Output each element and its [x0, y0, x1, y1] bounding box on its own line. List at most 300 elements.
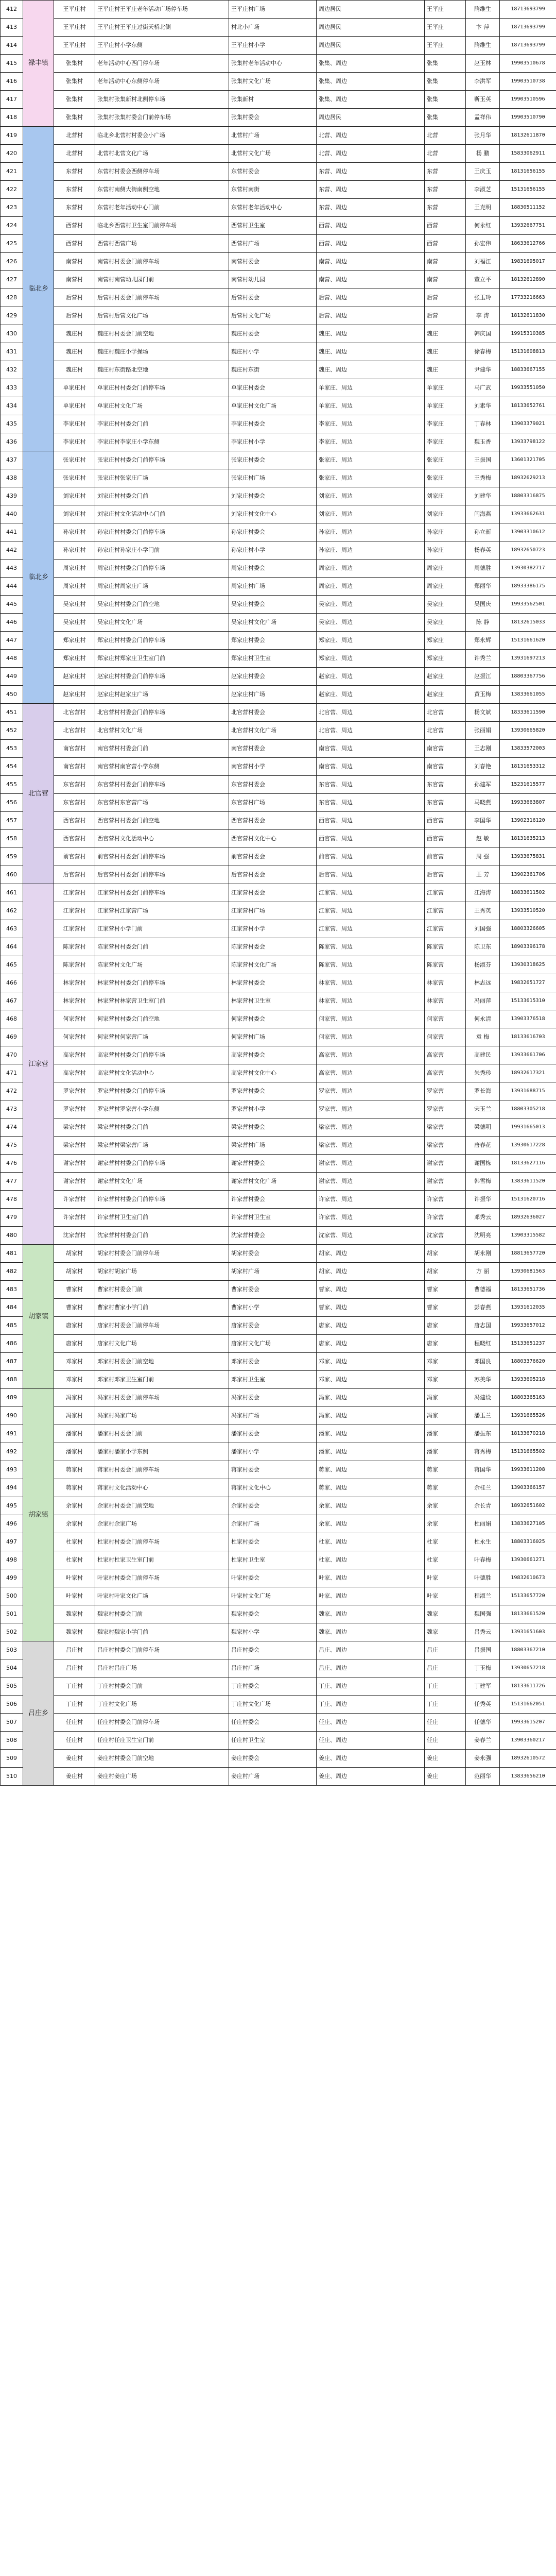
village-cell: 任庄村: [54, 1714, 95, 1732]
table-row: [1, 1353, 556, 1371]
row-number-cell: 430: [1, 325, 23, 343]
phone-cell: 18932629213: [500, 469, 556, 487]
service-area-cell: 蒋家、周边: [317, 1461, 425, 1479]
location-cell: 魏庄村东街路北空地: [95, 361, 229, 379]
location-cell: 梁家营村梁家营广场: [95, 1137, 229, 1155]
phone-cell: 18132615033: [500, 614, 556, 632]
phone-cell: 18833667155: [500, 361, 556, 379]
phone-cell: 13930382717: [500, 560, 556, 578]
location-cell: 叶家村村委会门前停车场: [95, 1569, 229, 1587]
service-area-cell: 周边居民: [317, 109, 425, 127]
row-number-cell: 485: [1, 1317, 23, 1335]
contact-area-cell: 西官营: [425, 812, 466, 830]
table-row: [1, 451, 556, 469]
contact-area-cell: 张集: [425, 73, 466, 91]
service-area-cell: 姜庄、周边: [317, 1768, 425, 1786]
service-area-cell: 曹家、周边: [317, 1281, 425, 1299]
table-body: [1, 1, 556, 1786]
table-row: [1, 1533, 556, 1551]
phone-cell: 13902316120: [500, 812, 556, 830]
phone-cell: 13902361706: [500, 866, 556, 884]
row-number-cell: 484: [1, 1299, 23, 1317]
row-number-cell: 439: [1, 487, 23, 505]
service-area-cell: 江家营、周边: [317, 920, 425, 938]
table-row: [1, 1587, 556, 1605]
phone-cell: 18803367756: [500, 668, 556, 686]
service-area-cell: 江家营、周边: [317, 884, 425, 902]
row-number-cell: 491: [1, 1425, 23, 1443]
phone-cell: 18932650723: [500, 541, 556, 560]
contact-area-cell: 单家庄: [425, 379, 466, 397]
phone-cell: 13903379021: [500, 415, 556, 433]
phone-cell: 13933662631: [500, 505, 556, 523]
town-cell: 北官营: [23, 704, 54, 884]
phone-cell: 18713693799: [500, 19, 556, 37]
location-cell: 冯家村冯家广场: [95, 1407, 229, 1425]
contact-area-cell: 张家庄: [425, 451, 466, 469]
location-cell: 何家营村村委会门前空地: [95, 1010, 229, 1028]
service-area-cell: 罗家营、周边: [317, 1100, 425, 1118]
contact-area-cell: 胡家: [425, 1245, 466, 1263]
village-cell: 叶家村: [54, 1587, 95, 1605]
phone-cell: 13931697213: [500, 650, 556, 668]
row-number-cell: 453: [1, 740, 23, 758]
location-cell: 赵家庄村村委会门前停车场: [95, 668, 229, 686]
village-cell: 魏庄村: [54, 361, 95, 379]
phone-cell: 13931688715: [500, 1082, 556, 1100]
service-area-cell: 北官营、周边: [317, 704, 425, 722]
site-name-cell: 郑家庄村卫生室: [229, 650, 317, 668]
location-cell: 姜庄村姜庄广场: [95, 1768, 229, 1786]
table-row: [1, 1569, 556, 1587]
phone-cell: 13931665526: [500, 1407, 556, 1425]
service-area-cell: 丁庄、周边: [317, 1677, 425, 1696]
service-area-cell: 李家庄、周边: [317, 415, 425, 433]
service-area-cell: 蒋家、周边: [317, 1479, 425, 1497]
service-area-cell: 谢家营、周边: [317, 1155, 425, 1173]
phone-cell: 13930661271: [500, 1551, 556, 1569]
row-number-cell: 470: [1, 1046, 23, 1064]
contact-area-cell: 后营: [425, 289, 466, 307]
table-row: [1, 199, 556, 217]
contact-area-cell: 唐家: [425, 1335, 466, 1353]
village-cell: 郑家庄村: [54, 632, 95, 650]
contact-area-cell: 林家营: [425, 992, 466, 1010]
location-cell: 北官营村文化广场: [95, 722, 229, 740]
site-name-cell: 唐家村文化广场: [229, 1335, 317, 1353]
contact-area-cell: 北官营: [425, 722, 466, 740]
contact-area-cell: 吴家庄: [425, 614, 466, 632]
location-cell: 蒋家村文化活动中心: [95, 1479, 229, 1497]
village-cell: 谢家营村: [54, 1173, 95, 1191]
village-cell: 潘家村: [54, 1425, 95, 1443]
service-area-cell: 任庄、周边: [317, 1714, 425, 1732]
contact-name-cell: 张丽娟: [466, 722, 500, 740]
service-area-cell: 南营、周边: [317, 253, 425, 271]
service-area-cell: 周边居民: [317, 37, 425, 55]
row-number-cell: 495: [1, 1497, 23, 1515]
village-cell: 魏家村: [54, 1605, 95, 1623]
service-area-cell: 林家营、周边: [317, 992, 425, 1010]
table-row: [1, 812, 556, 830]
service-area-cell: 刘家庄、周边: [317, 505, 425, 523]
village-cell: 东营村: [54, 163, 95, 181]
row-number-cell: 509: [1, 1750, 23, 1768]
table-row: [1, 1118, 556, 1137]
village-cell: 姜庄村: [54, 1768, 95, 1786]
table-row: [1, 1443, 556, 1461]
contact-area-cell: 南官营: [425, 740, 466, 758]
table-row: [1, 668, 556, 686]
site-name-cell: 南官营村小学: [229, 758, 317, 776]
row-number-cell: 432: [1, 361, 23, 379]
table-row: [1, 1, 556, 19]
phone-cell: 18132612890: [500, 271, 556, 289]
phone-cell: 15133615310: [500, 992, 556, 1010]
site-name-cell: 邓家村卫生室: [229, 1371, 317, 1389]
phone-cell: 18803326605: [500, 920, 556, 938]
site-name-cell: 姜庄村委会: [229, 1750, 317, 1768]
phone-cell: 13933675831: [500, 848, 556, 866]
site-name-cell: 周家庄村广场: [229, 578, 317, 596]
contact-name-cell: 刘国强: [466, 920, 500, 938]
site-name-cell: 江家营村委会: [229, 884, 317, 902]
phone-cell: 18131653312: [500, 758, 556, 776]
contact-name-cell: 蒋国华: [466, 1461, 500, 1479]
location-cell: 胡家村胡家广场: [95, 1263, 229, 1281]
service-area-cell: 赵家庄、周边: [317, 668, 425, 686]
phone-cell: 19933611208: [500, 1461, 556, 1479]
contact-area-cell: 高家营: [425, 1064, 466, 1082]
contact-name-cell: 尹建华: [466, 361, 500, 379]
site-name-cell: 西官营村委会: [229, 812, 317, 830]
table-row: [1, 758, 556, 776]
village-cell: 东官营村: [54, 794, 95, 812]
contact-name-cell: 姜永强: [466, 1750, 500, 1768]
contact-area-cell: 冯家: [425, 1407, 466, 1425]
location-cell: 张集村张集新村北侧停车场: [95, 91, 229, 109]
site-name-cell: 魏家村小学: [229, 1623, 317, 1641]
location-cell: 邓家村邓家卫生室门前: [95, 1371, 229, 1389]
service-area-cell: 郑家庄、周边: [317, 632, 425, 650]
contact-name-cell: 周 强: [466, 848, 500, 866]
phone-cell: 13833572003: [500, 740, 556, 758]
contact-area-cell: 南营: [425, 271, 466, 289]
row-number-cell: 442: [1, 541, 23, 560]
site-name-cell: 张集村委会: [229, 109, 317, 127]
village-cell: 叶家村: [54, 1569, 95, 1587]
table-row: [1, 1768, 556, 1786]
contact-area-cell: 赵家庄: [425, 668, 466, 686]
village-cell: 谢家营村: [54, 1155, 95, 1173]
village-cell: 林家营村: [54, 992, 95, 1010]
phone-cell: 13903376518: [500, 1010, 556, 1028]
table-row: [1, 91, 556, 109]
contact-area-cell: 孙家庄: [425, 523, 466, 541]
contact-name-cell: 张玉玲: [466, 289, 500, 307]
contact-area-cell: 周家庄: [425, 578, 466, 596]
contact-area-cell: 北官营: [425, 704, 466, 722]
contact-name-cell: 蒋秀梅: [466, 1443, 500, 1461]
phone-cell: 18133652761: [500, 397, 556, 415]
table-row: [1, 307, 556, 325]
village-cell: 北官营村: [54, 704, 95, 722]
table-row: [1, 415, 556, 433]
table-row: [1, 181, 556, 199]
table-row: [1, 1407, 556, 1425]
location-cell: 许家营村卫生室门前: [95, 1209, 229, 1227]
village-cell: 南官营村: [54, 758, 95, 776]
village-cell: 沈家营村: [54, 1227, 95, 1245]
row-number-cell: 486: [1, 1335, 23, 1353]
contact-area-cell: 郑家庄: [425, 650, 466, 668]
phone-cell: 18333611590: [500, 704, 556, 722]
contact-name-cell: 孙宏伟: [466, 235, 500, 253]
site-name-cell: 余家村委会: [229, 1497, 317, 1515]
service-area-cell: 潘家、周边: [317, 1425, 425, 1443]
service-area-cell: 梁家营、周边: [317, 1137, 425, 1155]
contact-name-cell: 周德胜: [466, 560, 500, 578]
table-row: [1, 1750, 556, 1768]
village-cell: 胡家村: [54, 1263, 95, 1281]
contact-name-cell: 潘振东: [466, 1425, 500, 1443]
table-row: [1, 578, 556, 596]
contact-name-cell: 冯建设: [466, 1389, 500, 1407]
site-name-cell: 沈家营村委会: [229, 1227, 317, 1245]
contact-area-cell: 郑家庄: [425, 632, 466, 650]
contact-area-cell: 吕庄: [425, 1641, 466, 1659]
contact-name-cell: 丁玉梅: [466, 1659, 500, 1677]
table-row: [1, 271, 556, 289]
service-area-cell: 任庄、周边: [317, 1732, 425, 1750]
site-name-cell: 单家庄村文化广场: [229, 397, 317, 415]
contact-name-cell: 沈明亮: [466, 1227, 500, 1245]
row-number-cell: 488: [1, 1371, 23, 1389]
contact-area-cell: 魏庄: [425, 361, 466, 379]
village-cell: 单家庄村: [54, 379, 95, 397]
location-cell: 陈家营村文化广场: [95, 956, 229, 974]
contact-name-cell: 孙立新: [466, 523, 500, 541]
site-name-cell: 周家庄村委会: [229, 560, 317, 578]
table-row: [1, 1677, 556, 1696]
row-number-cell: 477: [1, 1173, 23, 1191]
town-cell: 胡家镇: [23, 1245, 54, 1389]
phone-cell: 15131656155: [500, 181, 556, 199]
location-cell: 张家庄村村委会门前停车场: [95, 451, 229, 469]
table-row: [1, 794, 556, 812]
contact-name-cell: 任德华: [466, 1714, 500, 1732]
village-cell: 余家村: [54, 1497, 95, 1515]
site-name-cell: 北营村文化广场: [229, 145, 317, 163]
service-area-cell: 周边居民: [317, 1, 425, 19]
village-cell: 唐家村: [54, 1317, 95, 1335]
location-cell: 曹家村曹家小学门前: [95, 1299, 229, 1317]
location-cell: 唐家村文化广场: [95, 1335, 229, 1353]
row-number-cell: 508: [1, 1732, 23, 1750]
location-cell: 唐家村村委会门前停车场: [95, 1317, 229, 1335]
service-area-cell: 孙家庄、周边: [317, 541, 425, 560]
contact-area-cell: 何家营: [425, 1028, 466, 1046]
phone-cell: 19903510678: [500, 55, 556, 73]
table-row: [1, 560, 556, 578]
table-row: [1, 632, 556, 650]
contact-name-cell: 梁德明: [466, 1118, 500, 1137]
service-area-cell: 孙家庄、周边: [317, 523, 425, 541]
table-row: [1, 956, 556, 974]
location-cell: 东营村南侧大街南侧空地: [95, 181, 229, 199]
town-cell: 临北乡: [23, 451, 54, 704]
service-area-cell: 邓家、周边: [317, 1353, 425, 1371]
table-row: [1, 1605, 556, 1623]
service-area-cell: 周边居民: [317, 19, 425, 37]
contact-name-cell: 苏美华: [466, 1371, 500, 1389]
table-row: [1, 1641, 556, 1659]
contact-area-cell: 曹家: [425, 1281, 466, 1299]
contact-name-cell: 卞 萍: [466, 19, 500, 37]
site-name-cell: 东营村南街: [229, 181, 317, 199]
village-cell: 周家庄村: [54, 578, 95, 596]
phone-cell: 15231615577: [500, 776, 556, 794]
phone-cell: 19832651727: [500, 974, 556, 992]
contact-name-cell: 陈卫东: [466, 938, 500, 956]
phone-cell: 18803365163: [500, 1389, 556, 1407]
row-number-cell: 481: [1, 1245, 23, 1263]
contact-area-cell: 东官营: [425, 794, 466, 812]
contact-name-cell: 王 芳: [466, 866, 500, 884]
site-name-cell: 村北小广场: [229, 19, 317, 37]
contact-name-cell: 谢国栋: [466, 1155, 500, 1173]
phone-cell: 19931665013: [500, 1118, 556, 1137]
location-cell: 丁庄村村委会门前: [95, 1677, 229, 1696]
village-cell: 后官营村: [54, 866, 95, 884]
site-name-cell: 曹家村委会: [229, 1281, 317, 1299]
village-cell: 郑家庄村: [54, 650, 95, 668]
location-cell: 余家村村委会门前空地: [95, 1497, 229, 1515]
location-cell: 北营村北营文化广场: [95, 145, 229, 163]
phone-cell: 15131608813: [500, 343, 556, 361]
contact-area-cell: 余家: [425, 1497, 466, 1515]
row-number-cell: 450: [1, 686, 23, 704]
village-cell: 东营村: [54, 181, 95, 199]
location-cell: 周家庄村村委会门前停车场: [95, 560, 229, 578]
location-cell: 后营村后营文化广场: [95, 307, 229, 325]
row-number-cell: 448: [1, 650, 23, 668]
location-cell: 东营村老年活动中心门前: [95, 199, 229, 217]
site-name-cell: 林家营村卫生室: [229, 992, 317, 1010]
contact-area-cell: 东营: [425, 181, 466, 199]
row-number-cell: 428: [1, 289, 23, 307]
contact-name-cell: 邓秀云: [466, 1209, 500, 1227]
contact-name-cell: 王振国: [466, 451, 500, 469]
town-cell: 临北乡: [23, 127, 54, 451]
table-row: [1, 487, 556, 505]
village-cell: 李家庄村: [54, 433, 95, 451]
contact-name-cell: 孙建军: [466, 776, 500, 794]
village-cell: 南营村: [54, 271, 95, 289]
contact-area-cell: 潘家: [425, 1443, 466, 1461]
service-area-cell: 西官营、周边: [317, 830, 425, 848]
location-cell: 南官营村村委会门前: [95, 740, 229, 758]
table-row: [1, 235, 556, 253]
location-cell: 东官营村村委会门前停车场: [95, 776, 229, 794]
village-cell: 张家庄村: [54, 469, 95, 487]
village-cell: 江家营村: [54, 902, 95, 920]
phone-cell: 18133651736: [500, 1281, 556, 1299]
village-cell: 单家庄村: [54, 397, 95, 415]
row-number-cell: 455: [1, 776, 23, 794]
table-row: [1, 1659, 556, 1677]
contact-name-cell: 闫海燕: [466, 505, 500, 523]
table-row: [1, 920, 556, 938]
table-row: [1, 289, 556, 307]
service-area-cell: 胡家、周边: [317, 1245, 425, 1263]
table-row: [1, 1479, 556, 1497]
service-area-cell: 刘家庄、周边: [317, 487, 425, 505]
service-area-cell: 后官营、周边: [317, 866, 425, 884]
service-area-cell: 后营、周边: [317, 289, 425, 307]
location-cell: 余家村余家广场: [95, 1515, 229, 1533]
row-number-cell: 459: [1, 848, 23, 866]
contact-area-cell: 罗家营: [425, 1082, 466, 1100]
location-cell: 丁庄村文化广场: [95, 1696, 229, 1714]
phone-cell: 13601321705: [500, 451, 556, 469]
contact-area-cell: 蒋家: [425, 1461, 466, 1479]
contact-name-cell: 董立平: [466, 271, 500, 289]
contact-area-cell: 谢家营: [425, 1173, 466, 1191]
contact-name-cell: 程晓红: [466, 1335, 500, 1353]
phone-cell: 18633612766: [500, 235, 556, 253]
contact-name-cell: 何永红: [466, 217, 500, 235]
site-name-cell: 吕庄村广场: [229, 1659, 317, 1677]
phone-cell: 18803316025: [500, 1533, 556, 1551]
row-number-cell: 465: [1, 956, 23, 974]
village-cell: 王平庄村: [54, 37, 95, 55]
location-cell: 王平庄村王平庄老年活动广场停车场: [95, 1, 229, 19]
village-cell: 张集村: [54, 91, 95, 109]
row-number-cell: 502: [1, 1623, 23, 1641]
row-number-cell: 463: [1, 920, 23, 938]
location-cell: 孙家庄村村委会门前停车场: [95, 523, 229, 541]
phone-cell: 19903510790: [500, 109, 556, 127]
phone-cell: 19832610673: [500, 1569, 556, 1587]
site-name-cell: 冯家村广场: [229, 1407, 317, 1425]
service-area-cell: 丁庄、周边: [317, 1696, 425, 1714]
village-cell: 曹家村: [54, 1281, 95, 1299]
site-name-cell: 王平庄村小学: [229, 37, 317, 55]
village-cell: 东官营村: [54, 776, 95, 794]
location-cell: 孙家庄村孙家庄小学门前: [95, 541, 229, 560]
service-area-cell: 高家营、周边: [317, 1046, 425, 1064]
site-name-cell: 孙家庄村小学: [229, 541, 317, 560]
row-number-cell: 461: [1, 884, 23, 902]
phone-cell: 18133661520: [500, 1605, 556, 1623]
table-row: [1, 884, 556, 902]
site-name-cell: 许家营村卫生室: [229, 1209, 317, 1227]
phone-cell: 13833627105: [500, 1515, 556, 1533]
row-number-cell: 457: [1, 812, 23, 830]
village-cell: 北营村: [54, 145, 95, 163]
table-row: [1, 505, 556, 523]
site-name-cell: 东营村老年活动中心: [229, 199, 317, 217]
village-cell: 前官营村: [54, 848, 95, 866]
table-row: [1, 686, 556, 704]
service-area-cell: 胡家、周边: [317, 1263, 425, 1281]
village-cell: 何家营村: [54, 1010, 95, 1028]
row-number-cell: 500: [1, 1587, 23, 1605]
village-cell: 梁家营村: [54, 1137, 95, 1155]
contact-area-cell: 张集: [425, 109, 466, 127]
village-cell: 何家营村: [54, 1028, 95, 1046]
